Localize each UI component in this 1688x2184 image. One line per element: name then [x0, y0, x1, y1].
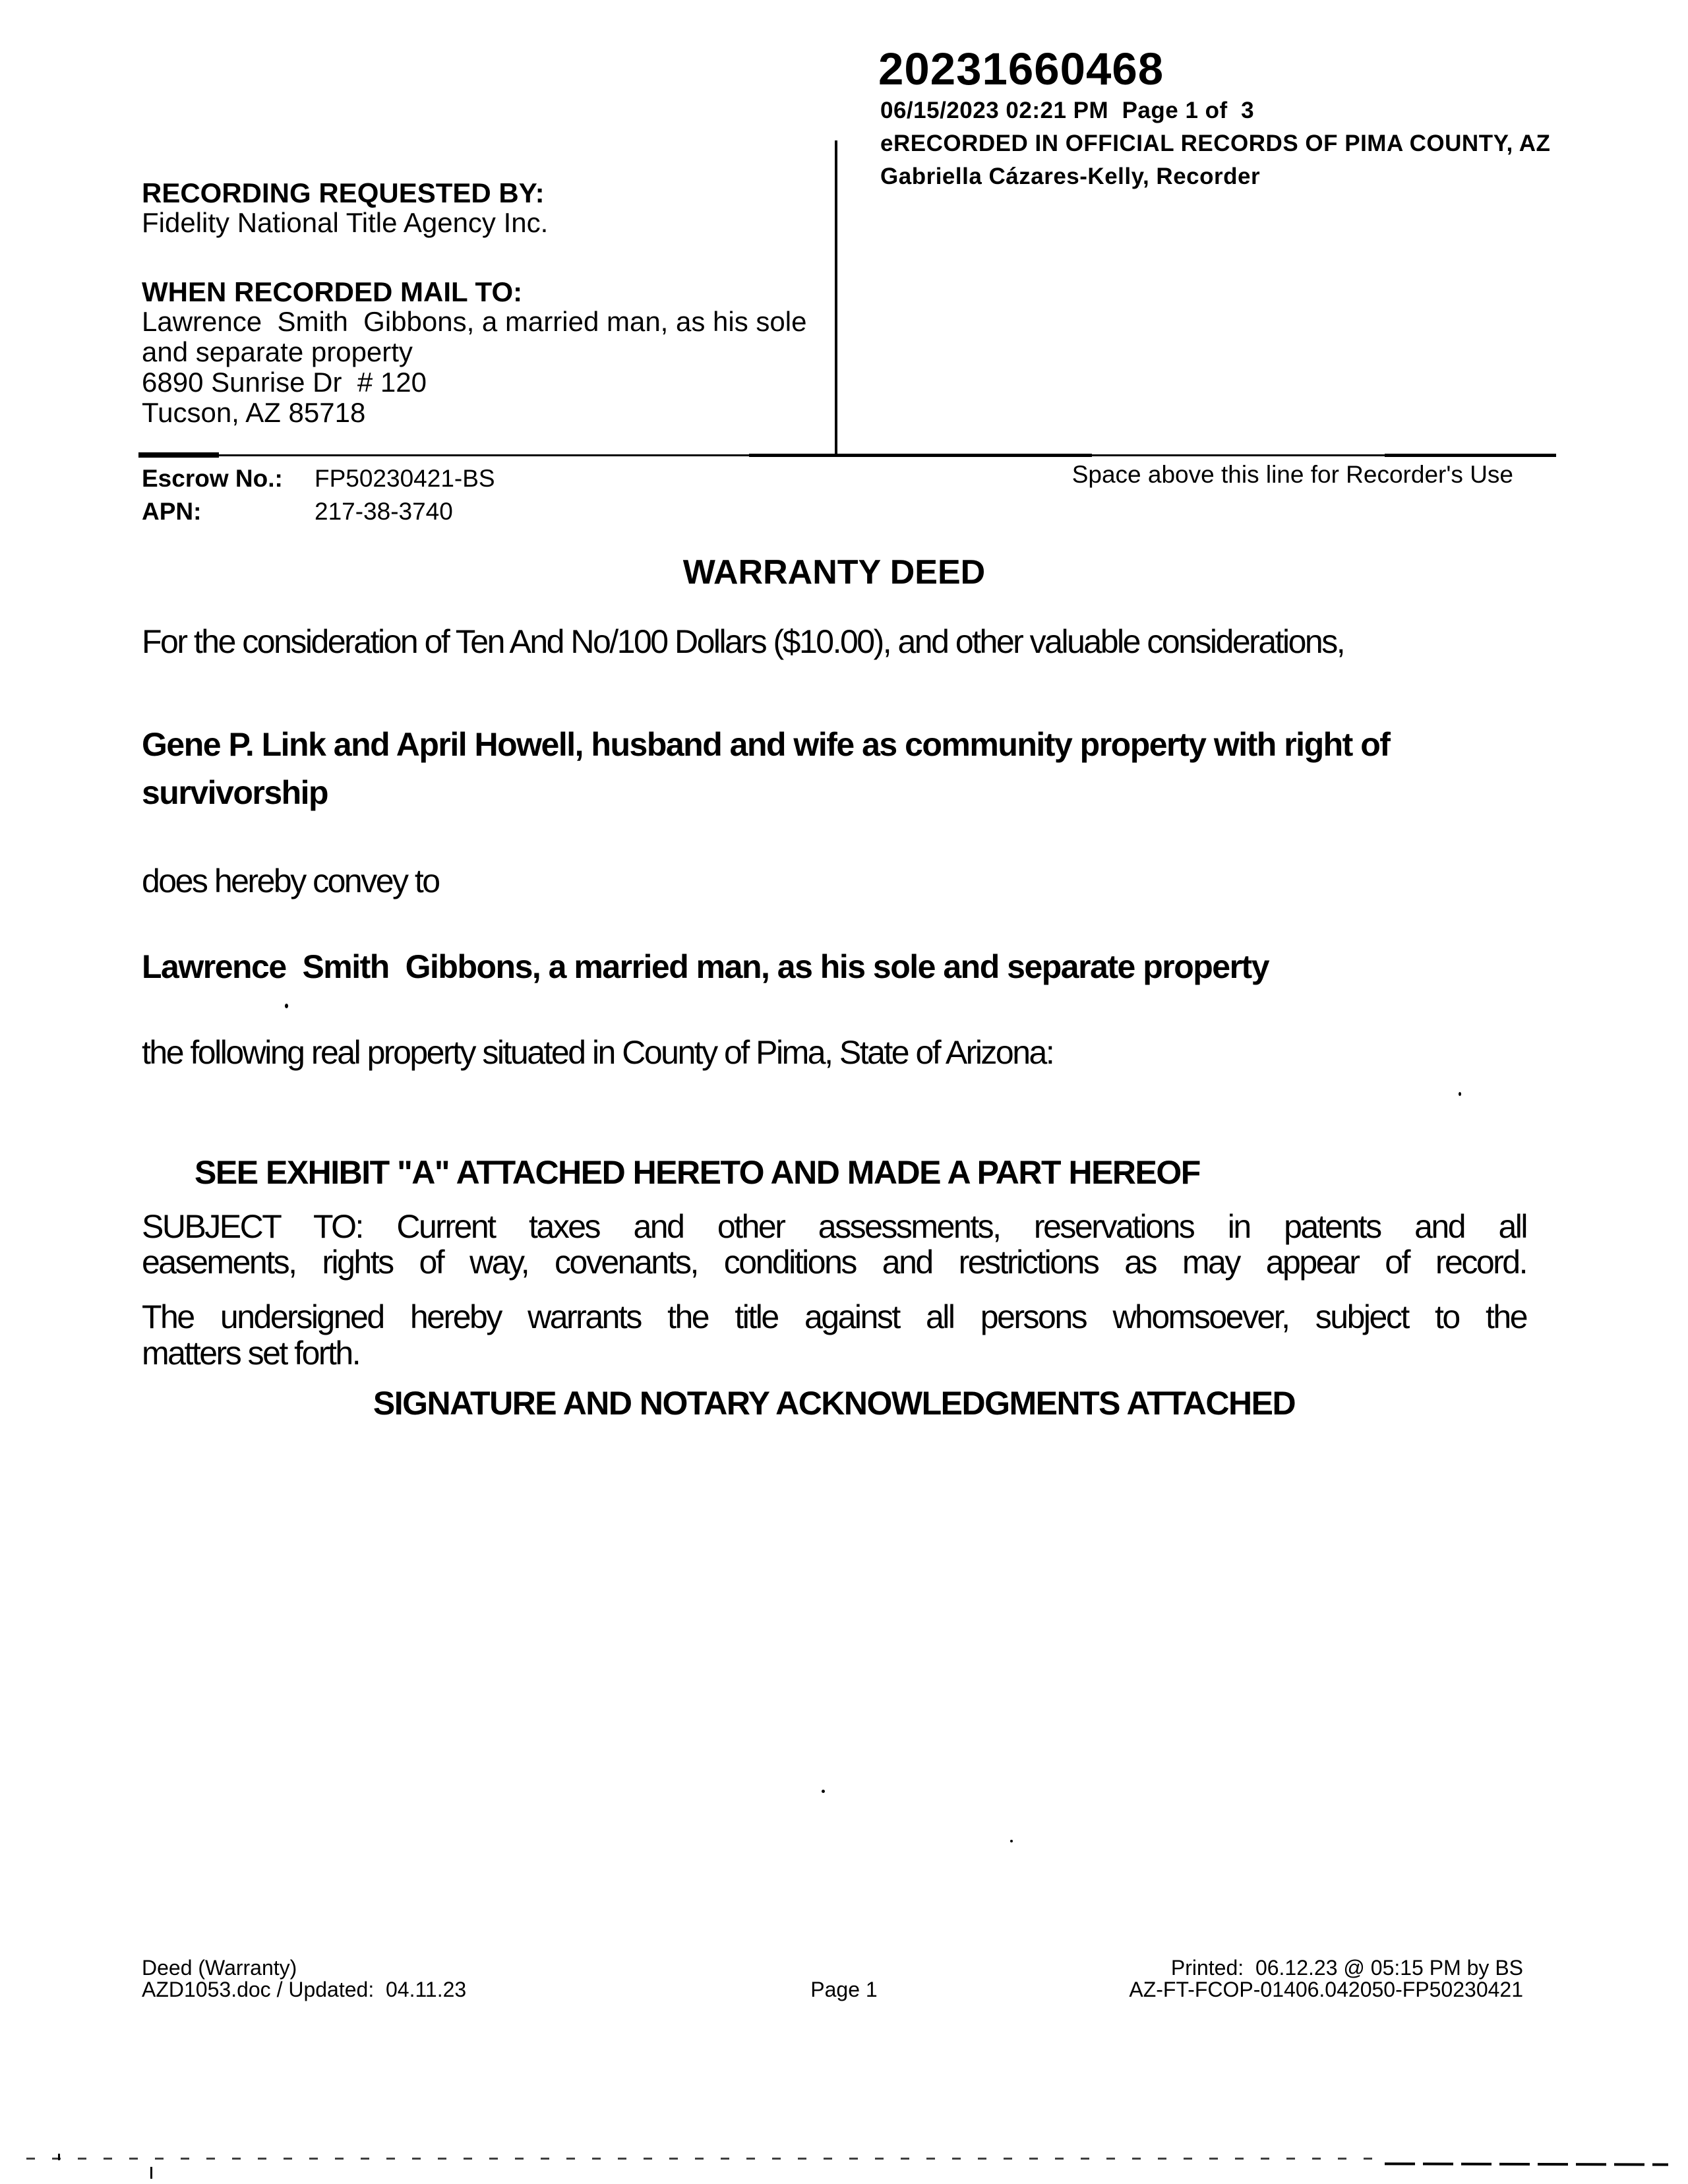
- recording-number: 20231660468: [878, 44, 1164, 94]
- signature-attached-note: SIGNATURE AND NOTARY ACKNOWLEDGMENTS ATTACHED: [373, 1385, 1296, 1422]
- grantor-line-2: survivorship: [142, 774, 328, 811]
- separator-thick-segment-right: [1385, 454, 1556, 457]
- footer-reference-number: AZ-FT-FCOP-01406.042050-FP50230421: [1129, 1978, 1523, 2001]
- warranty-clause-line-1: The undersigned hereby warrants the title against all persons whomsoever, subject to the: [142, 1298, 1526, 1335]
- scan-artifact-dashed-line: [26, 2158, 1385, 2160]
- scan-speck-3: [822, 1790, 825, 1793]
- when-recorded-mail-to-label: WHEN RECORDED MAIL TO:: [142, 276, 523, 307]
- document-title: WARRANTY DEED: [682, 553, 986, 592]
- recording-date-page-line: 06/15/2023 02:21 PM Page 1 of 3: [880, 98, 1255, 123]
- mail-to-line-1: Lawrence Smith Gibbons, a married man, as his sole: [142, 306, 807, 337]
- recorder-name-line: Gabriella Cázares-Kelly, Recorder: [880, 164, 1261, 189]
- space-above-line-note: Space above this line for Recorder's Use: [1071, 461, 1513, 488]
- exhibit-note: SEE EXHIBIT "A" ATTACHED HERETO AND MADE A PART HEREOF: [195, 1154, 1200, 1191]
- consideration-paragraph: For the consideration of Ten And No/100 Dollars ($10.00), and other valuable considerations,: [142, 623, 1344, 660]
- scan-artifact-solid-dashes: [1385, 2162, 1668, 2166]
- warranty-clause-line-2: matters set forth.: [142, 1335, 360, 1372]
- erecorded-line: eRECORDED IN OFFICIAL RECORDS OF PIMA COUNTY, AZ: [880, 131, 1551, 156]
- grantee-line: Lawrence Smith Gibbons, a married man, as his sole and separate property: [142, 948, 1269, 985]
- footer-doc-type: Deed (Warranty): [142, 1956, 297, 1980]
- scan-artifact-tick-1: [150, 2167, 152, 2179]
- property-intro-line: the following real property situated in County of Pima, State of Arizona:: [142, 1034, 1054, 1071]
- escrow-number-label: Escrow No.:: [142, 465, 283, 492]
- separator-thick-segment-middle: [749, 454, 1092, 457]
- convey-clause: does hereby convey to: [142, 863, 439, 899]
- recording-requested-by-label: RECORDING REQUESTED BY:: [142, 177, 545, 208]
- scan-speck-1: [285, 1004, 288, 1008]
- vertical-rule: [835, 140, 837, 455]
- scan-speck-2: [1459, 1092, 1461, 1096]
- scan-speck-4: [1010, 1840, 1013, 1842]
- mail-to-line-4: Tucson, AZ 85718: [142, 397, 366, 428]
- mail-to-line-3: 6890 Sunrise Dr # 120: [142, 367, 427, 398]
- escrow-number-value: FP50230421-BS: [315, 465, 495, 492]
- apn-value: 217-38-3740: [315, 498, 453, 525]
- footer-page-number: Page 1: [810, 1978, 878, 2001]
- apn-label: APN:: [142, 498, 202, 525]
- recording-requested-by-value: Fidelity National Title Agency Inc.: [142, 207, 549, 238]
- footer-file-info: AZD1053.doc / Updated: 04.11.23: [142, 1978, 467, 2001]
- footer-printed-info: Printed: 06.12.23 @ 05:15 PM by BS: [1170, 1956, 1523, 1980]
- scan-artifact-tick-2: [58, 2154, 60, 2160]
- subject-to-line-1: SUBJECT TO: Current taxes and other assessments, reservations in patents and all: [142, 1208, 1526, 1245]
- separator-thick-segment-left: [138, 452, 219, 458]
- mail-to-line-2: and separate property: [142, 336, 413, 367]
- subject-to-line-2: easements, rights of way, covenants, conditions and restrictions as may appear of record.: [142, 1244, 1526, 1281]
- grantor-line-1: Gene P. Link and April Howell, husband and wife as community property with right of: [142, 726, 1390, 763]
